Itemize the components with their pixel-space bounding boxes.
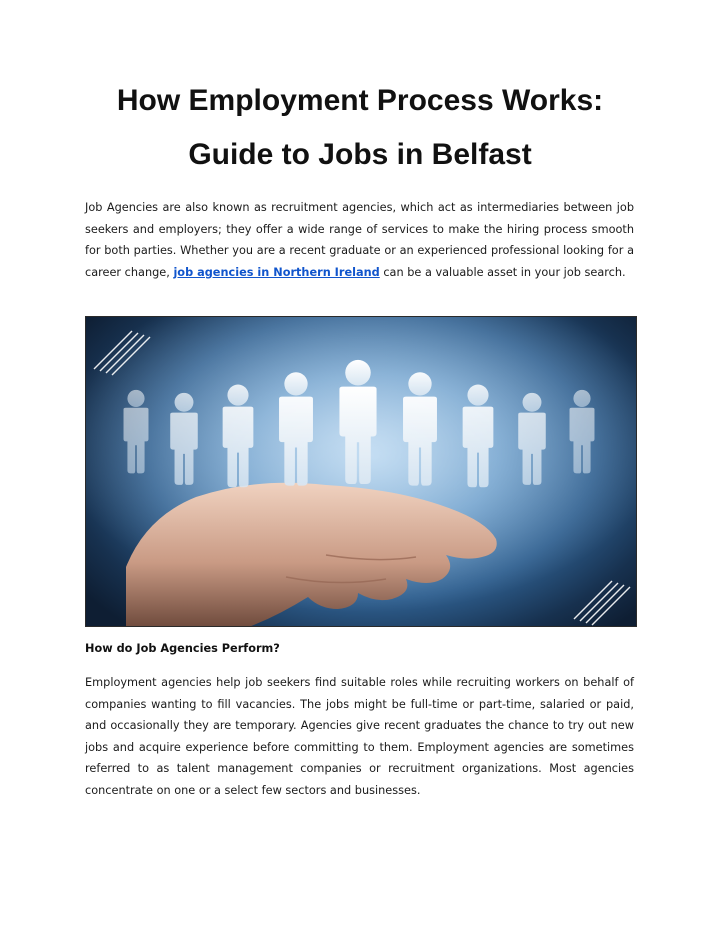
section-heading: How do Job Agencies Perform? xyxy=(85,642,280,655)
hero-image xyxy=(85,316,637,627)
intro-text-before-link: Job Agencies are also known as recruitment agencies, which act as intermediaries between job seekers and employers; they offer a wide range of services to make the hiring process smooth for both parties. Whether you are a recent graduate or an experienced professional looking for a career change, xyxy=(85,201,634,279)
page-title-line-1: How Employment Process Works: xyxy=(116,84,604,117)
page-title-line-2: Guide to Jobs in Belfast xyxy=(188,138,532,171)
intro-paragraph xyxy=(85,197,634,283)
intro-text-after-link: can be a valuable asset in your job search. xyxy=(379,265,626,279)
northern-ireland-agencies-link[interactable]: job agencies in Northern Ireland xyxy=(173,265,380,279)
hand-holding-people-illustration xyxy=(86,317,637,627)
section-paragraph: Employment agencies help job seekers find suitable roles while recruiting workers on behalf of companies wanting to fill vacancies. The jobs might be full-time or part-time, salaried or paid, and occasionally they are temporary. Agencies give recent graduates the chance to try out new jobs and acquire experience before committing to them. Employment agencies are sometimes referred to as talent management companies or recruitment organizations. Most agencies concentrate on one or a select few sectors and businesses. xyxy=(85,676,634,797)
